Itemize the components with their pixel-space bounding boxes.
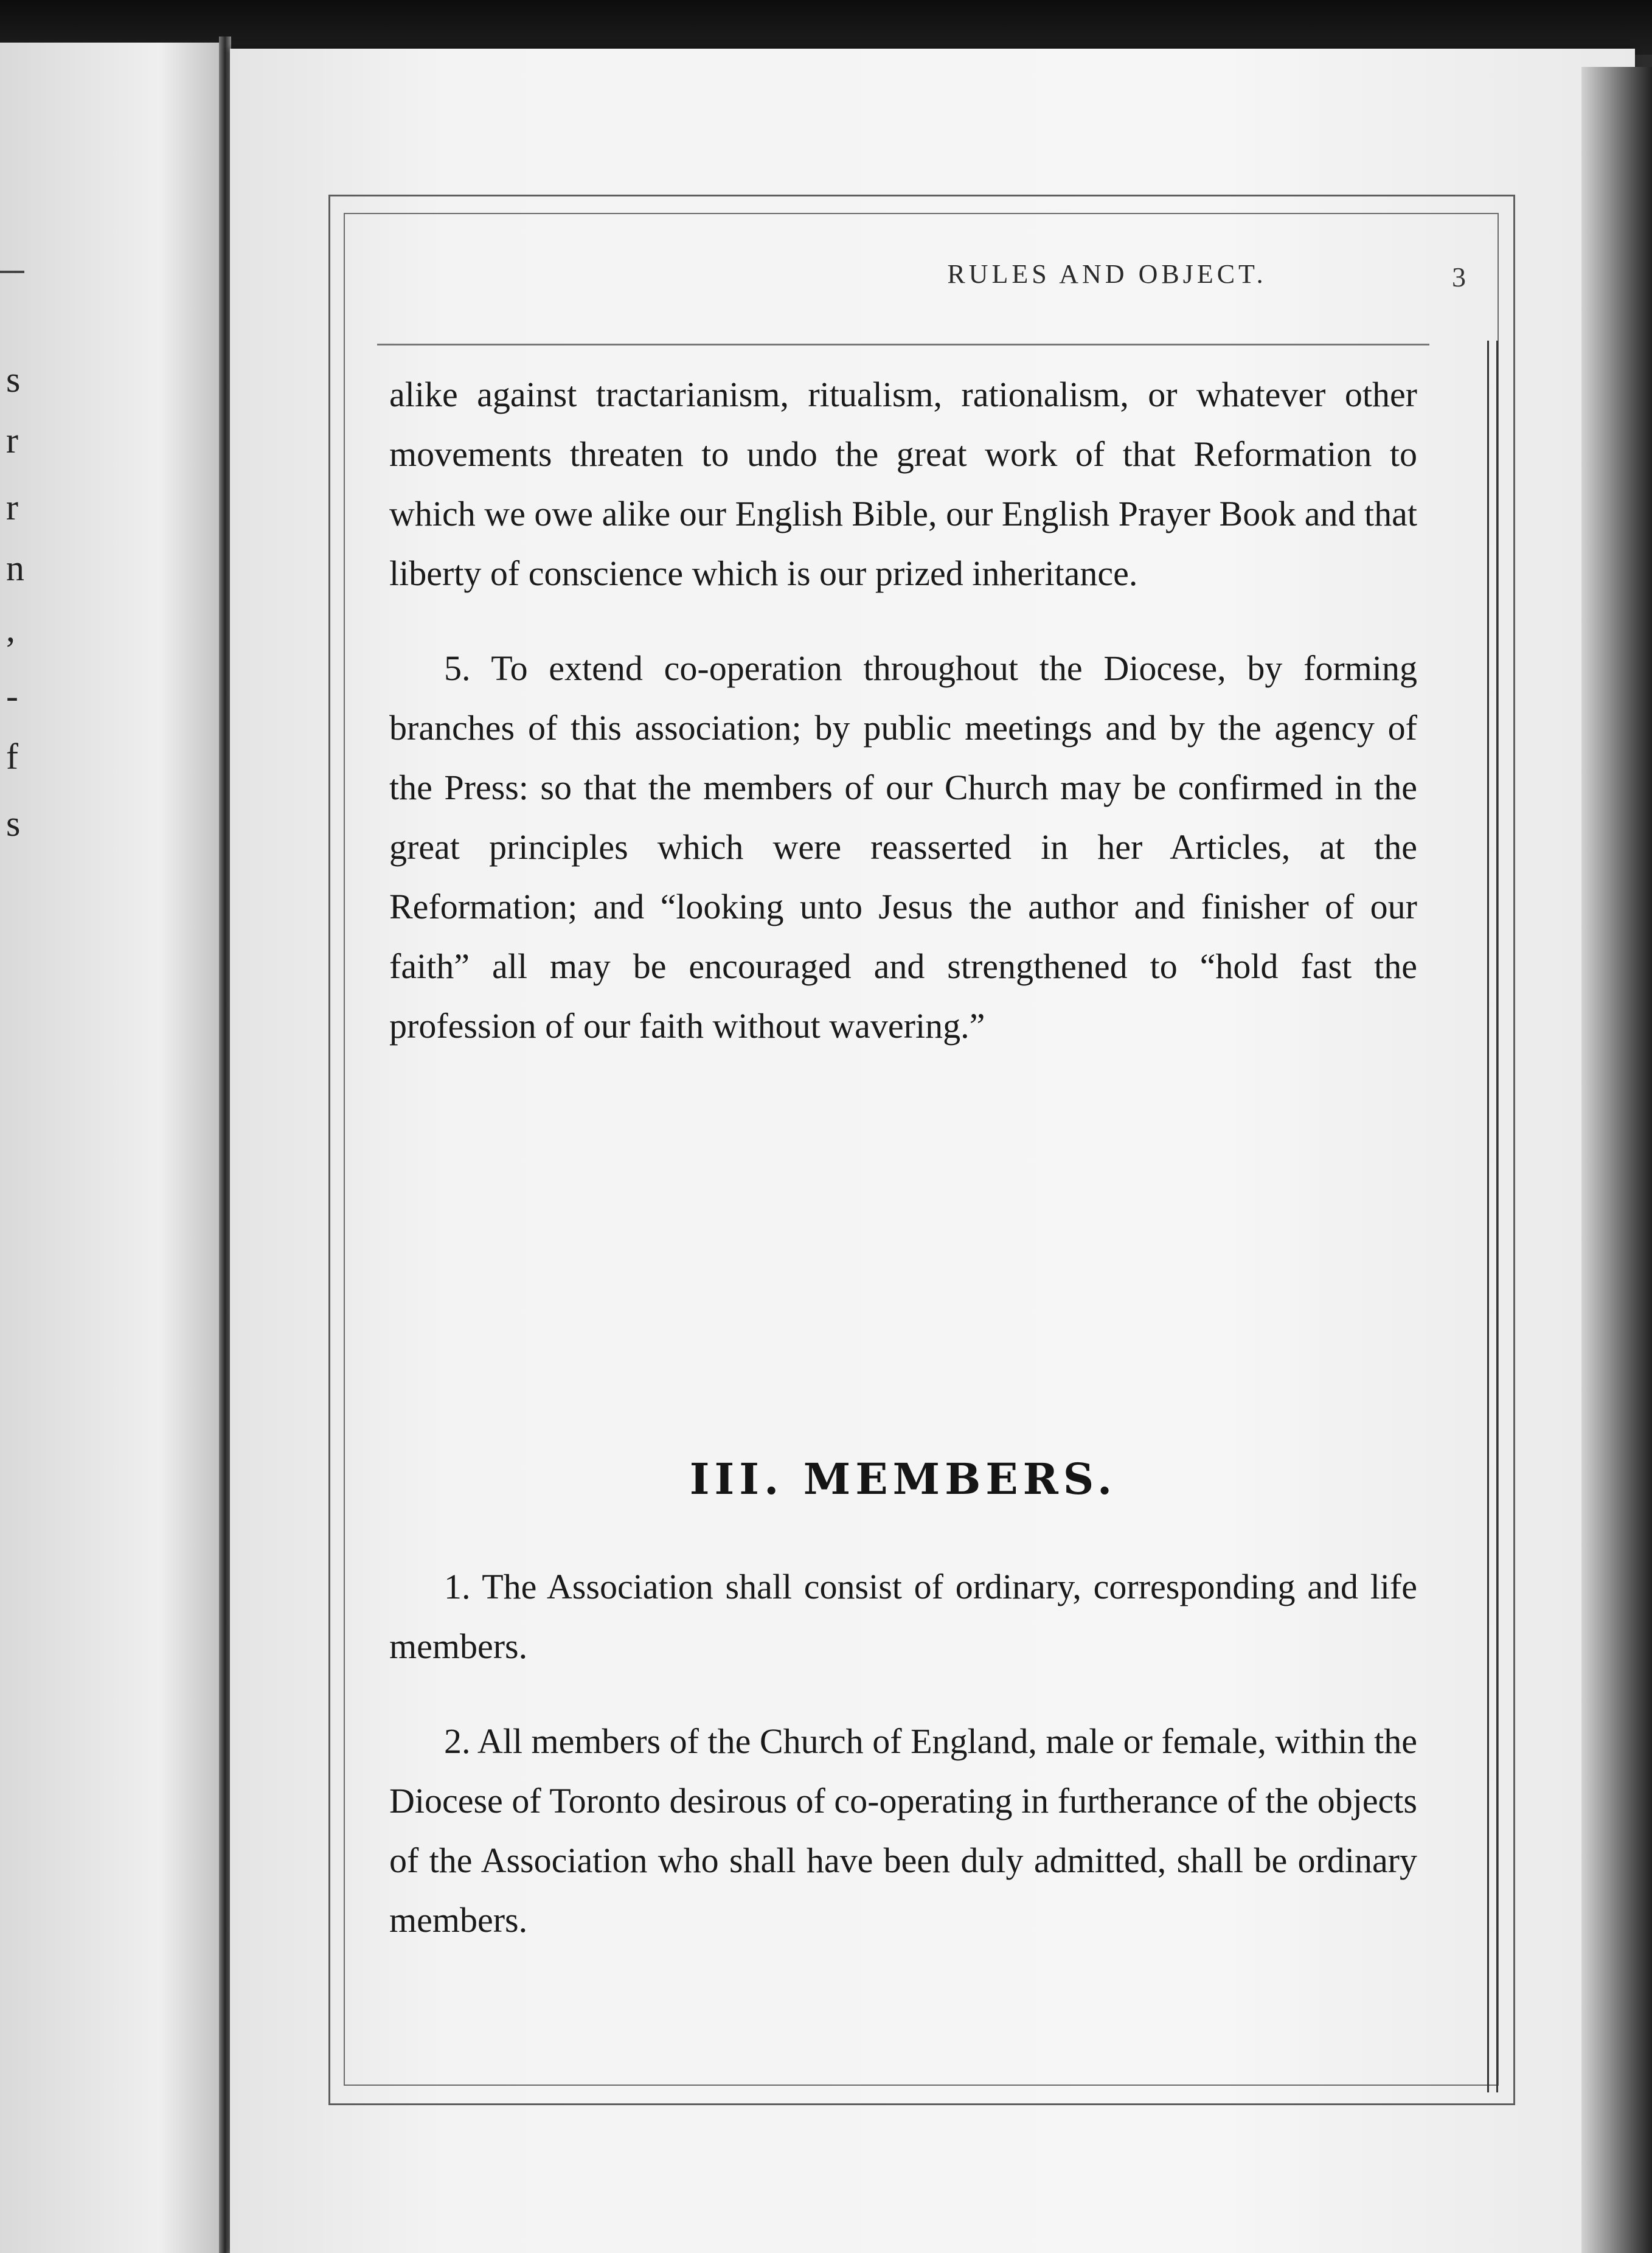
page-border-double-rule <box>1487 341 1498 2092</box>
page-edge-shadow <box>1581 67 1652 2253</box>
previous-page-fragment: n <box>6 548 24 588</box>
header-rule <box>377 344 1429 345</box>
paragraph-continuation: alike against tractarianism, ritualism, rationalism, or whatever other movements threaten to undo the great work of that Reformation to which we owe alike our English Bible, our English Prayer Book and that liberty of conscience which is our prized inheritance. <box>389 375 1417 593</box>
previous-page-fragment: s <box>6 804 21 844</box>
page-header <box>365 259 1478 313</box>
book-gutter <box>219 36 231 2253</box>
page-number: 3 <box>1452 262 1466 293</box>
previous-page-fragment: f <box>6 737 18 777</box>
body-text-bottom <box>389 1557 1417 1950</box>
paragraph-member-rule-2: 2. All members of the Church of England, male or female, within the Diocese of Toronto desirous of co-operating in furtherance of the objects of the Association who shall have been duly admitted, shall be ordinary members. <box>389 1721 1417 1940</box>
previous-page-fragment: - <box>6 676 18 716</box>
scan-dark-edge <box>0 0 1652 55</box>
previous-page-fragment: r <box>6 487 18 527</box>
paragraph-member-rule-1: 1. The Association shall consist of ordinary, corresponding and life members. <box>389 1567 1417 1666</box>
section-heading: III. MEMBERS. <box>689 1454 1117 1504</box>
running-head: RULES AND OBJECT. <box>947 259 1267 289</box>
previous-page-fragment: , <box>6 609 15 649</box>
previous-page-edge <box>0 43 228 2253</box>
previous-page-rule <box>0 271 24 273</box>
paragraph-rule-5: 5. To extend co-operation throughout the Diocese, by forming branches of this association; by public meetings and by the agency of the Press: so that the members of our Church may be confirmed in the great principles which were reasserted in her Articles, at the Reformation; and “looking unto Jesus the author and finisher of our faith” all may be encouraged and strengthened to “hold fast the profession of our faith without wavering.” <box>389 648 1417 1046</box>
previous-page-fragment: s <box>6 359 21 400</box>
previous-page-fragment: r <box>6 420 18 460</box>
body-text-top <box>389 365 1417 1056</box>
